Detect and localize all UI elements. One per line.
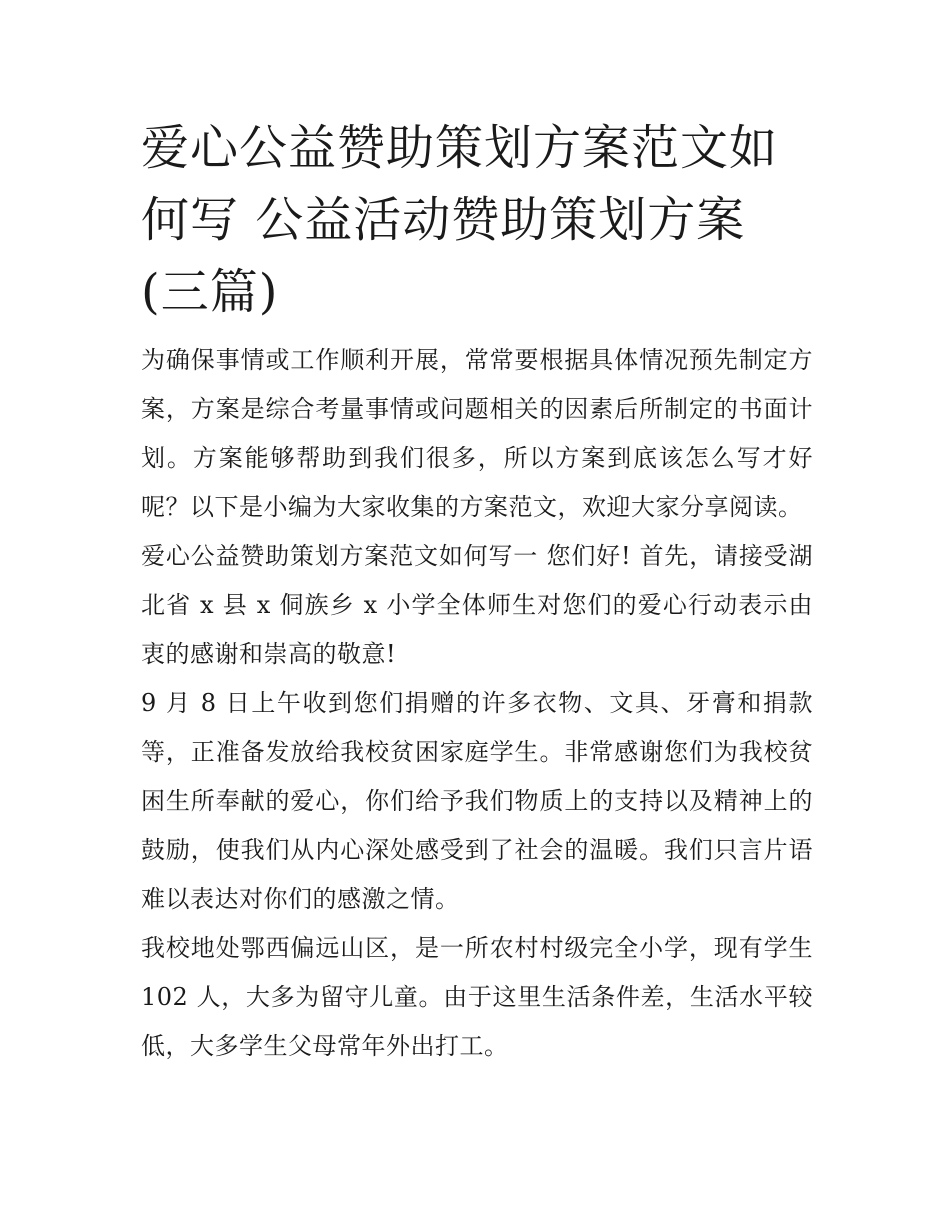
paragraph-school: 我校地处鄂西偏远山区，是一所农村村级完全小学，现有学生 102 人，大多为留守儿童。由于这里生活条件差，生活水平较低，大多学生父母常年外出打工。 bbox=[141, 934, 813, 1060]
paragraph-donation: 9 月 8 日上午收到您们捐赠的许多衣物、文具、牙膏和捐款等，正准备发放给我校贫困家庭学生。非常感谢您们为我校贫困生所奉献的爱心，你们给予我们物质上的支持以及精神上的鼓励，使我们从内心深处感受到了社会的温暖。我们只言片语难以表达对你们的感激之情。 bbox=[141, 689, 813, 913]
document-body bbox=[141, 112, 813, 1071]
paragraph-greeting: 爱心公益赞助策划方案范文如何写一 您们好! 首先，请接受湖北省 x 县 x 侗族乡 x 小学全体师生对您们的爱心行动表示由衷的感谢和崇高的敬意! bbox=[141, 542, 813, 668]
document-title: 爱心公益赞助策划方案范文如何写 公益活动赞助策划方案(三篇) bbox=[141, 120, 779, 320]
paragraph-intro: 为确保事情或工作顺利开展，常常要根据具体情况预先制定方案，方案是综合考量事情或问题相关的因素后所制定的书面计划。方案能够帮助到我们很多，所以方案到底该怎么写才好呢？以下是小编为大家收集的方案范文，欢迎大家分享阅读。 bbox=[141, 346, 813, 521]
